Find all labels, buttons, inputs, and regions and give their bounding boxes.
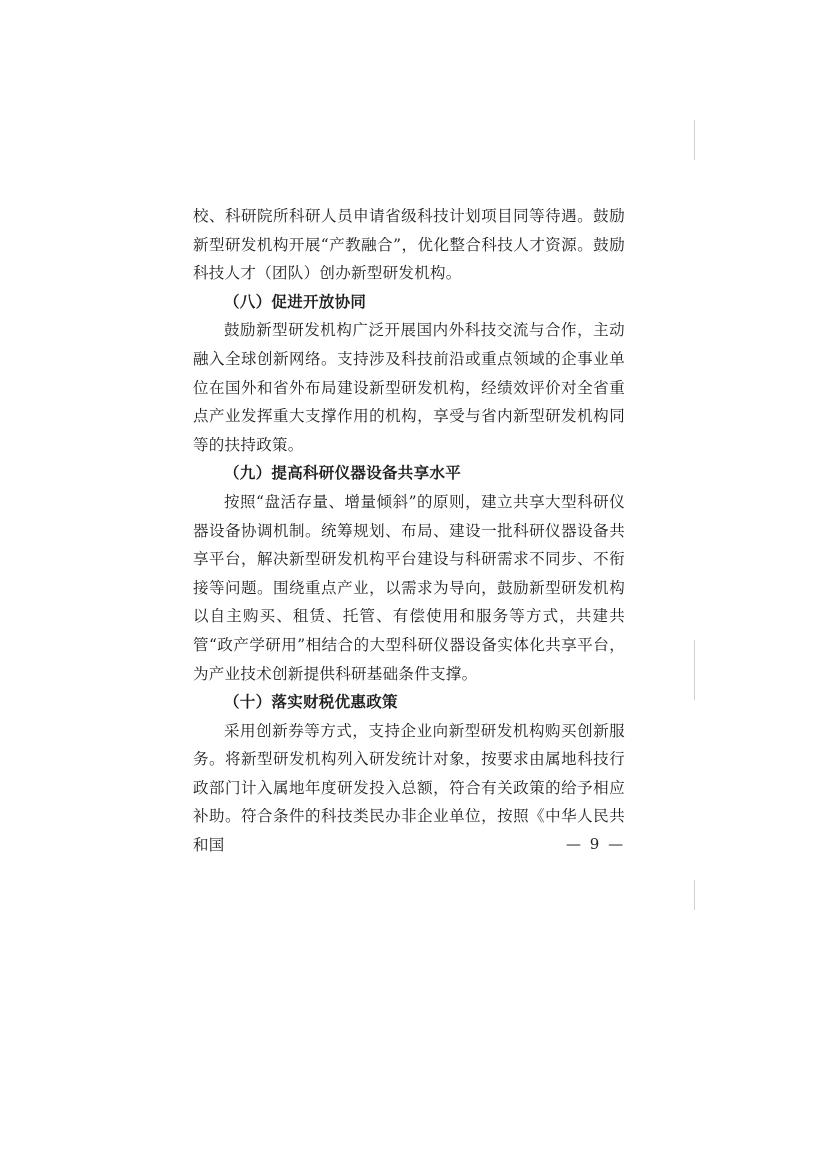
page-number: — 9 — bbox=[566, 835, 626, 853]
scan-edge-mark bbox=[694, 880, 695, 910]
scan-edge-mark bbox=[694, 640, 695, 700]
section-heading-9: （九）提高科研仪器设备共享水平 bbox=[224, 463, 462, 483]
paragraph-continuation: 校、科研院所科研人员申请省级科技计划项目同等待遇。鼓励新型研发机构开展“产教融合”，优化整合科技人才资源。鼓励科技人才（团队）创办新型研发机构。 bbox=[193, 207, 625, 283]
scan-edge-mark bbox=[694, 120, 695, 160]
section-heading-8: （八）促进开放协同 bbox=[224, 291, 367, 311]
paragraph-tax-policy: 采用创新券等方式，支持企业向新型研发机构购买创新服务。将新型研发机构列入研发统计对象，按要求由属地科技行政部门计入属地年度研发投入总额，符合有关政策的给予相应补助。符合条件的科技类民办非企业单位，按照《中华人民共和国 bbox=[193, 721, 625, 855]
section-heading-10: （十）落实财税优惠政策 bbox=[224, 692, 398, 712]
body-text bbox=[193, 202, 625, 860]
paragraph-instrument-sharing: 按照“盘活存量、增量倾斜”的原则，建立共享大型科研仪器设备协调机制。统筹规划、布局、建设一批科研仪器设备共享平台，解决新型研发机构平台建设与科研需求不同步、不衔接等问题。围绕重点产业，以需求为导向，鼓励新型研发机构以自主购买、租赁、托管、有偿使用和服务等方式，共建共管“政产学研用”相结合的大型科研仪器设备实体化共享平台，为产业技术创新提供科研基础条件支撑。 bbox=[193, 492, 625, 683]
paragraph-open-cooperation: 鼓励新型研发机构广泛开展国内外科技交流与合作，主动融入全球创新网络。支持涉及科技前沿或重点领域的企事业单位在国外和省外布局建设新型研发机构，经绩效评价对全省重点产业发挥重大支撑作用的机构，享受与省内新型研发机构同等的扶持政策。 bbox=[193, 321, 625, 454]
